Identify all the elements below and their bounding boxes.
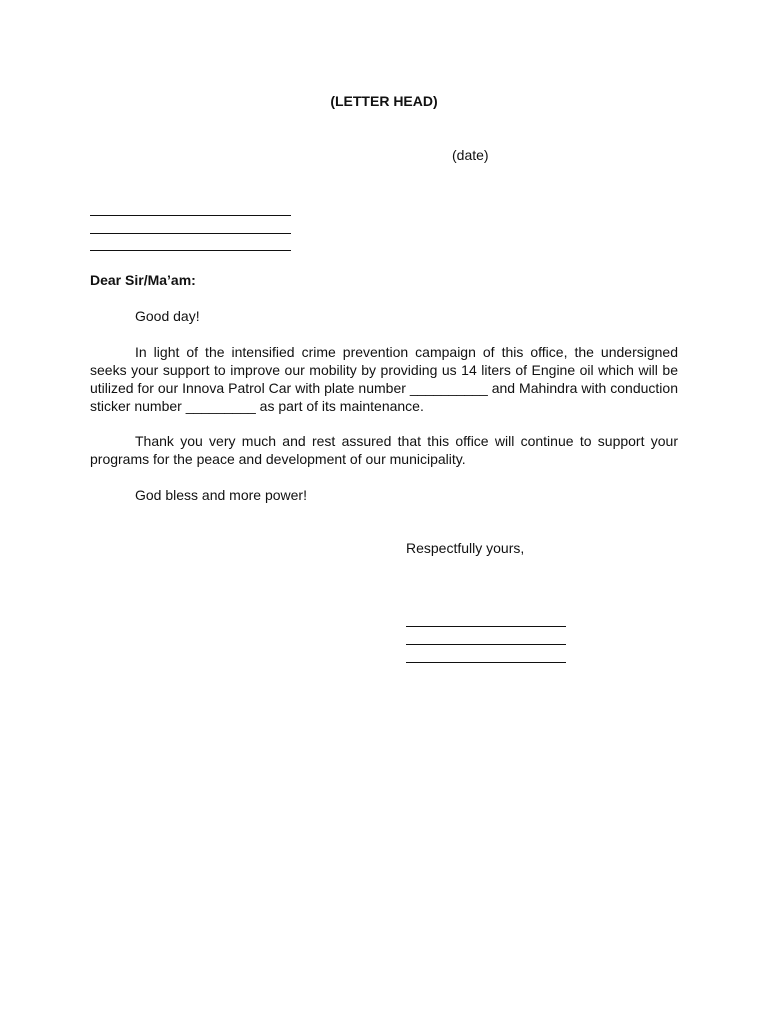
body-paragraph-2: Thank you very much and rest assured that this office will continue to support your programs for the peace and development of our municipality. (90, 433, 678, 467)
blessing: God bless and more power! (135, 487, 307, 503)
recipient-address-line-2 (90, 233, 291, 234)
letterhead-title: (LETTER HEAD) (330, 93, 438, 109)
signature-line-1 (406, 626, 566, 627)
recipient-address-line-3 (90, 250, 291, 251)
signature-line-3 (406, 662, 566, 663)
greeting: Good day! (135, 308, 200, 324)
salutation: Dear Sir/Ma’am: (90, 272, 196, 288)
closing: Respectfully yours, (406, 540, 525, 556)
recipient-address-line-1 (90, 215, 291, 216)
body-paragraph-1: In light of the intensified crime prevention campaign of this office, the undersigned seeks your support to improve our mobility by providing us 14 liters of Engine oil which will be utilized for our Innova Patrol Car with plate number __________ and Mahindra with conduction sticker number _________ as part of its maintenance. (90, 344, 678, 414)
date-placeholder: (date) (452, 147, 489, 163)
signature-line-2 (406, 644, 566, 645)
